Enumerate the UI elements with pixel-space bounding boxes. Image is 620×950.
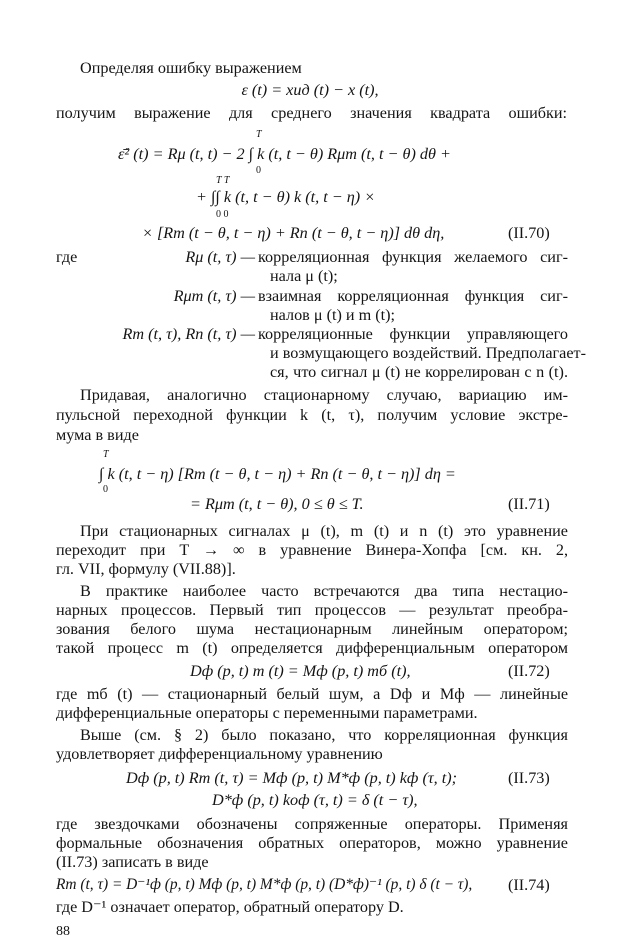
paragraph-conjugate-line-1: где звездочками обозначены сопряженные операторы. Применяя [56,815,568,833]
paragraph-nonstationary-line-1: В практике наиболее часто встречаются два типа нестацио- [80,582,568,600]
equation-73-line-1: Dф (p, t) Rm (t, τ) = Mф (p, t) M*ф (p, t) kф (τ, t); [126,769,457,787]
definition-term-r-m-r-n: Rm (t, τ), Rn (t, τ) — [122,325,255,343]
equation-error-definition: ε (t) = xид (t) − x (t), [241,81,379,99]
paragraph-nonstationary-line-4: такой процесс m (t) определяется дифференциальным оператором [56,639,568,657]
definition-term-r-mu: Rμ (t, τ) — [185,248,255,266]
paragraph-stationary-line-2: переходит при T → ∞ в уравнение Винера-Хопфа [см. кн. 2, [56,541,568,559]
definition-1-line-2: нала μ (t); [270,267,338,285]
paragraph-variation-line-3: мума в виде [56,426,139,444]
definition-2-line-2: налов μ (t) и m (t); [270,306,396,324]
integral-lower-limit: 0 [256,165,261,176]
definition-1-line-1: корреляционная функция желаемого сиг- [258,248,568,266]
paragraph-variation-line-2: пульсной переходной функции k (t, τ), получим условие экстре- [56,406,568,424]
double-integral-lower-limits: 0 0 [216,209,229,220]
definition-term-r-mu-m: Rμm (t, τ) — [173,287,255,305]
where-label: где [56,248,78,266]
paragraph-above-line-2: удовлетворяет дифференциальному уравнению [56,745,383,763]
equation-70-line-3: × [Rm (t − θ, t − η) + Rn (t − θ, t − η)] dθ dη, [142,224,445,242]
definition-3-line-1: корреляционные функции управляющего [258,325,568,343]
paragraph-intro: Определяя ошибку выражением [80,59,302,77]
paragraph-conjugate-line-3: (II.73) записать в виде [56,853,209,871]
page-number: 88 [56,924,70,939]
integral-lower-limit: 0 [103,484,108,495]
definition-2-line-1: взаимная корреляционная функция сиг- [258,287,568,305]
paragraph-mean-square: получим выражение для среднего значения квадрата ошибки: [56,104,567,122]
paragraph-nonstationary-line-2: нарных процессов. Первый тип процессов — результат преобра- [56,601,568,619]
paragraph-stationary-line-3: гл. VII, формулу (VII.88)]. [56,560,236,578]
paragraph-variation-line-1: Придавая, аналогично стационарному случаю, вариацию им- [80,386,568,404]
paragraph-white-noise-line-2: дифференциальные операторы с переменными параметрами. [56,704,478,722]
paragraph-stationary-line-1: При стационарных сигналах μ (t), m (t) и n (t) это уравнение [80,522,568,540]
equation-74: Rm (t, τ) = D⁻¹ф (p, t) Mф (p, t) M*ф (p, t) (D*ф)⁻¹ (p, t) δ (t − τ), [56,876,473,893]
definition-3-line-2: и возмущающего воздействий. Предполагает- [270,344,587,362]
equation-number-71: (II.71) [508,495,550,513]
paragraph-above-line-1: Выше (см. § 2) было показано, что корреляционная функция [80,726,568,744]
equation-number-70: (II.70) [508,224,550,242]
double-integral-upper-limits: T T [216,175,230,186]
equation-70-line-2: + ∫∫ k (t, t − θ) k (t, t − η) × [196,188,376,206]
equation-71-line-1: ∫ k (t, t − η) [Rm (t − θ, t − η) + Rn (t − θ, t − η)] dη = [99,465,456,483]
integral-upper-limit: T [103,449,109,460]
paragraph-conjugate-line-2: формальные обозначения обратных операторов, можно уравнение [56,834,568,852]
equation-number-72: (II.72) [508,662,550,680]
paragraph-white-noise-line-1: где mб (t) — стационарный белый шум, а Dф и Mф — линейные [56,685,568,703]
equation-71-line-2: = Rμm (t, t − θ), 0 ≤ θ ≤ T. [190,495,364,513]
definition-3-line-3: ся, что сигнал μ (t) не коррелирован с n (t). [270,363,568,381]
equation-72: Dф (p, t) m (t) = Mф (p, t) mб (t), [190,662,411,680]
equation-number-74: (II.74) [508,876,550,894]
paragraph-nonstationary-line-3: зования белого шума нестационарным линейным оператором; [56,620,568,638]
equation-73-line-2: D*ф (p, t) kоф (τ, t) = δ (t − τ), [212,791,418,809]
equation-70-line-1: ε̄² (t) = Rμ (t, t) − 2 ∫ k (t, t − θ) Rμm (t, t − θ) dθ + [118,145,451,163]
integral-upper-limit: T [256,129,262,140]
equation-number-73: (II.73) [508,769,550,787]
paragraph-inverse-operator: где D⁻¹ означает оператор, обратный оператору D. [56,898,404,916]
